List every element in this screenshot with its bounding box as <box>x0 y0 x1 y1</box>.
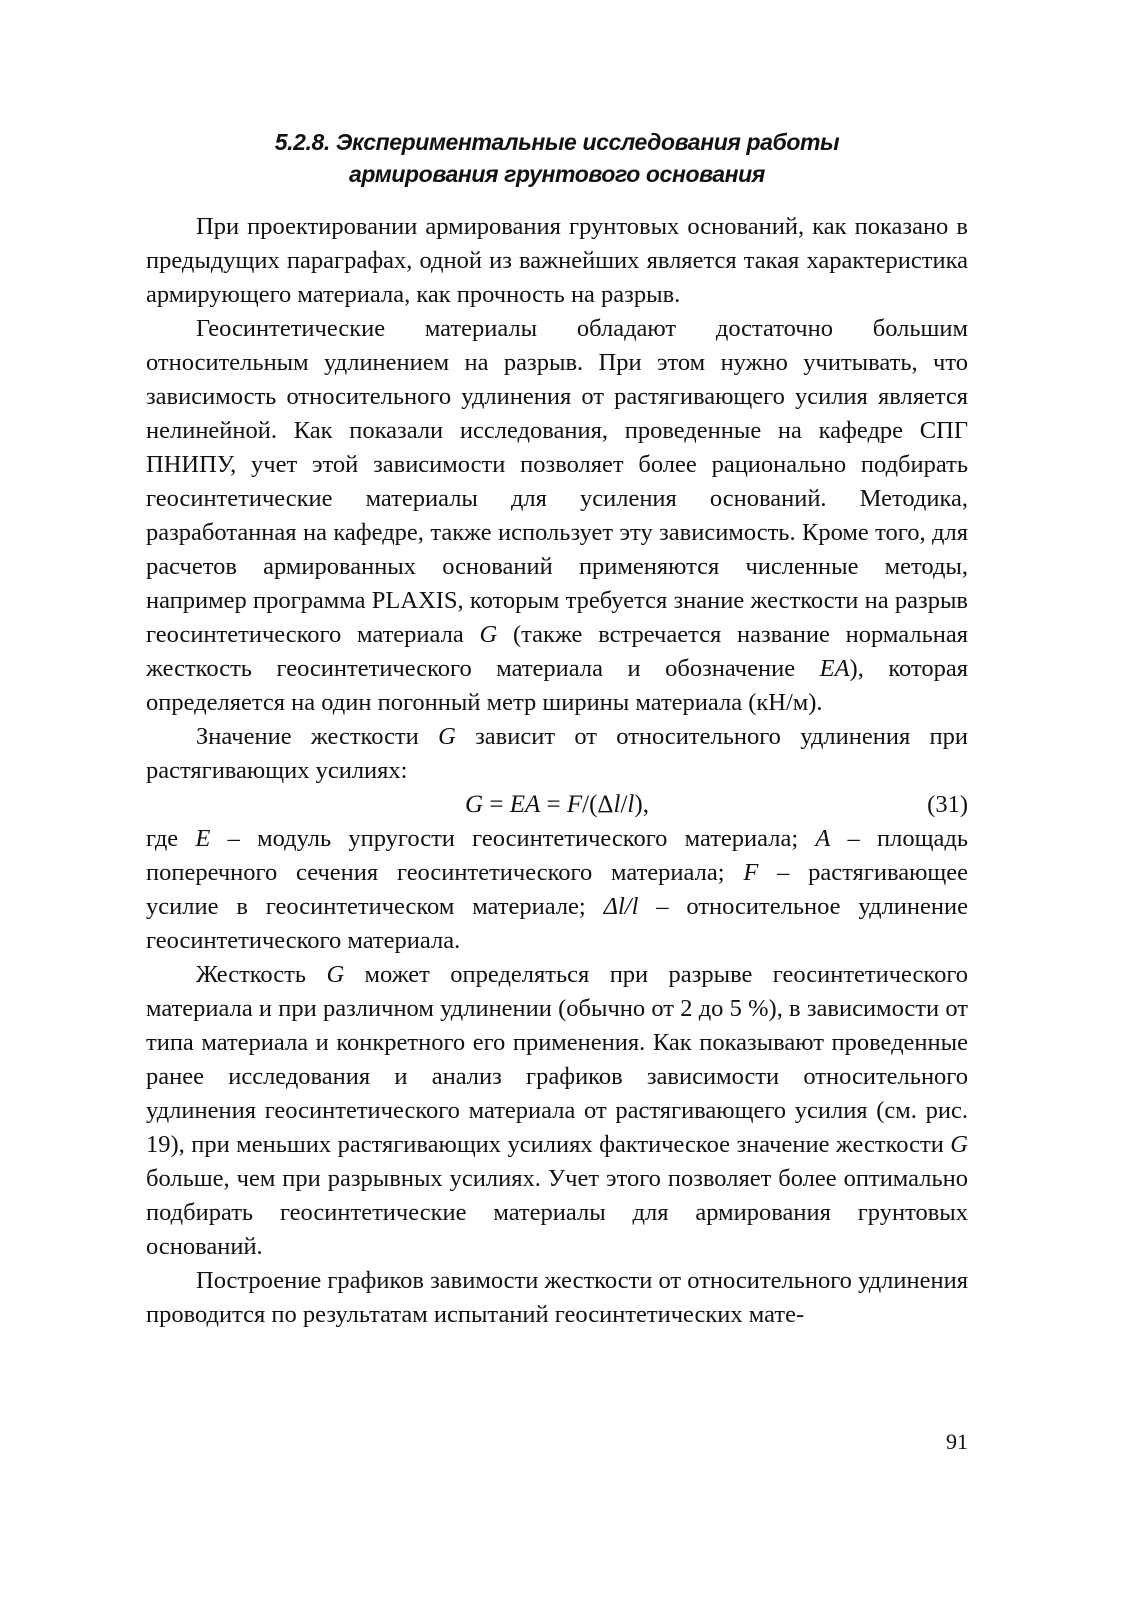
paragraph-2-part-1: Геосинтетические материалы обладают достаточно большим относительным удлинением на разрыв. При этом нужно учитывать, что зависимость относительного удлинения от растягивающего усилия является нелинейной. Как показали исследования, проведенные на кафедре СПГ ПНИПУ, учет этой зависимости позволяет более рационально подбирать геосинтетические материалы для усиления оснований. Методика, разработанная на кафедре, также использует эту зависимость. Кроме того, для расчетов армированных оснований применяются численные методы, например программа PLAXIS, которым требуется знание жесткости на разрыв геосинтетического материала <box>146 315 968 648</box>
section-heading-line-1: 5.2.8. Экспериментальные исследования работы <box>274 129 840 155</box>
symbol-ea: EA <box>819 655 850 682</box>
body-text <box>146 210 968 1332</box>
paragraph-1: При проектировании армирования грунтовых оснований, как показано в предыдущих параграфах, одной из важнейших является такая характеристика армирующего материала, как прочность на разрыв. <box>146 213 968 308</box>
symbol-dl-l: Δl/l <box>603 893 639 920</box>
paragraph-3-part-1: Значение жесткости <box>196 723 439 750</box>
formula-f: F <box>566 791 583 818</box>
paragraph-4-f-desc: – растягивающее усилие в геосинтетическом материале; <box>146 859 968 920</box>
symbol-g: G <box>950 1131 968 1158</box>
formula-open: /(Δ <box>582 791 614 818</box>
section-heading-line-2: армирования грунтового основания <box>349 161 765 187</box>
formula-l-2: l <box>627 791 635 818</box>
paragraph-2-part-2: (также встречается название нормальная жесткость геосинтетического материала и обозначение <box>146 621 968 682</box>
symbol-g: G <box>479 621 498 648</box>
formula-g: G <box>465 791 484 818</box>
page-number: 91 <box>946 1429 968 1454</box>
symbol-g: G <box>438 723 456 750</box>
symbol-e: E <box>195 825 211 852</box>
paragraph-4-e-desc: – модуль упругости геосинтетического материала; <box>210 825 816 852</box>
formula-31 <box>146 788 968 822</box>
paragraph-2 <box>146 312 968 720</box>
formula-close: ), <box>634 791 649 818</box>
symbol-g: G <box>326 961 345 988</box>
paragraph-3 <box>146 720 968 788</box>
paragraph-4-lead: где <box>146 825 196 852</box>
formula-equals-2: = <box>540 791 567 818</box>
formula-equals-1: = <box>483 791 510 818</box>
formula-expression <box>146 788 968 822</box>
paragraph-6: Построение графиков завимости жесткости от относительного удлинения проводится по результатам испытаний геосинтетических мате- <box>146 1267 969 1328</box>
paragraph-5-part-1: Жесткость <box>196 961 327 988</box>
formula-number: (31) <box>927 791 968 818</box>
paragraph-5 <box>146 958 968 1264</box>
paragraph-2-part-3: ), которая определяется на один погонный метр ширины материала (кН/м). <box>146 655 968 716</box>
symbol-a: A <box>815 825 831 852</box>
paragraph-4-dl-desc: – относительное удлинение геосинтетического материала. <box>146 893 968 954</box>
formula-ea: EA <box>509 791 541 818</box>
formula-l-1: l <box>613 791 621 818</box>
paragraph-5-part-3: больше, чем при разрывных усилиях. Учет этого позволяет более оптимально подбирать геосинтетические материалы для армирования грунтовых оснований. <box>146 1165 968 1260</box>
paragraph-3-part-2: зависит от относительного удлинения при растягивающих усилиях: <box>146 723 969 784</box>
paragraph-4 <box>146 822 968 958</box>
symbol-f: F <box>743 859 759 886</box>
paragraph-4-a-desc: – площадь поперечного сечения геосинтетического материала; <box>146 825 968 886</box>
formula-slash: / <box>620 791 628 818</box>
section-heading <box>146 126 968 190</box>
paragraph-5-part-2: может определяться при разрыве геосинтетического материала и при различном удлинении (обычно от 2 до 5 %), в зависимости от типа материала и конкретного его применения. Как показывают проведенные ранее исследования и анализ графиков зависимости относительного удлинения геосинтетического материала от растягивающего усилия (см. рис. 19), при меньших растягивающих усилиях фактическое значение жесткости <box>146 961 969 1158</box>
